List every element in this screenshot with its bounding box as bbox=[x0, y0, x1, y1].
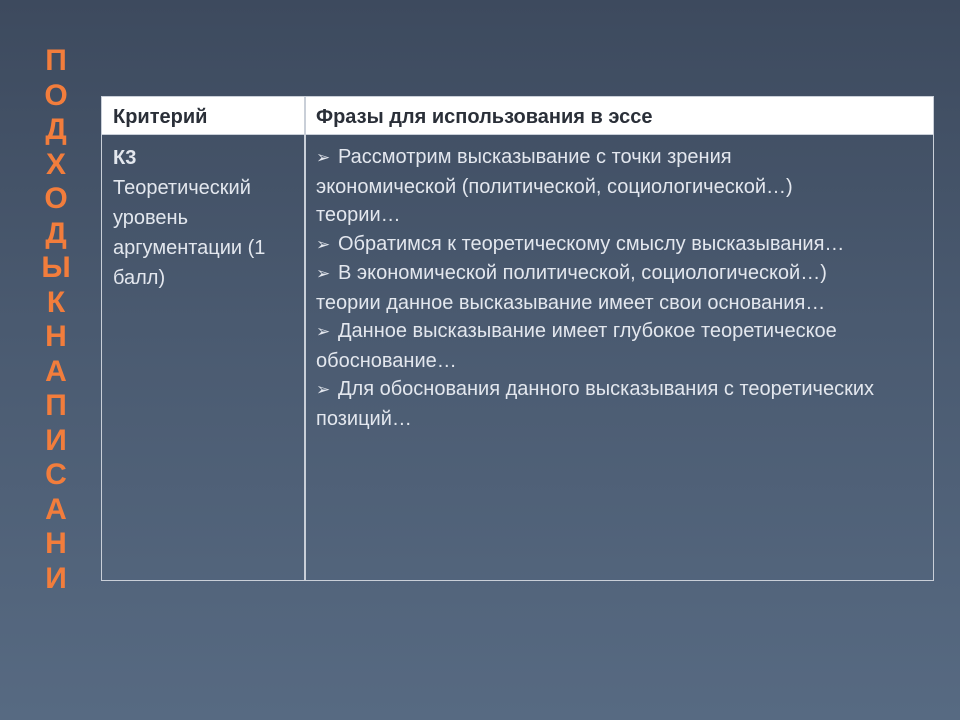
chevron-right-icon: ➢ bbox=[316, 148, 331, 167]
column-divider bbox=[304, 97, 306, 580]
vertical-title bbox=[36, 44, 76, 596]
phrase-item bbox=[316, 143, 876, 230]
criterion-cell bbox=[113, 143, 298, 293]
header-phrases: Фразы для использования в эссе bbox=[316, 106, 653, 128]
title-letter: Х bbox=[45, 147, 66, 181]
criteria-table bbox=[101, 96, 934, 581]
title-letter: О bbox=[44, 182, 68, 215]
phrase-text: Данное высказывание имеет глубокое теоретическое обоснование… bbox=[316, 320, 837, 372]
chevron-right-icon: ➢ bbox=[316, 264, 331, 283]
title-letter: Д bbox=[45, 216, 67, 250]
chevron-right-icon: ➢ bbox=[316, 380, 331, 399]
title-letter: П bbox=[45, 389, 67, 422]
title-letter: Н bbox=[45, 527, 67, 560]
phrase-text: Для обоснования данного высказывания с теоретических позиций… bbox=[316, 378, 875, 430]
phrases-list bbox=[316, 143, 876, 433]
header-criterion: Критерий bbox=[113, 106, 208, 128]
title-letter: И bbox=[45, 561, 67, 595]
title-letter: А bbox=[45, 354, 67, 388]
title-letter: Ы bbox=[41, 251, 71, 284]
chevron-right-icon: ➢ bbox=[316, 322, 331, 341]
phrase-text: Обратимся к теоретическому смыслу высказывания… bbox=[338, 232, 845, 255]
title-letter: Д bbox=[45, 113, 67, 146]
title-letter: А bbox=[45, 492, 67, 526]
phrase-item bbox=[316, 375, 876, 433]
table-header bbox=[102, 97, 933, 135]
title-letter: О bbox=[44, 78, 68, 112]
phrase-text: В экономической политической, социологической…) теории данное высказывание имеет свои основания… bbox=[316, 262, 827, 314]
phrase-item bbox=[316, 259, 876, 317]
criterion-code: К3 bbox=[113, 147, 137, 169]
phrase-text: Рассмотрим высказывание с точки зрения экономической (политической, социологической…) теории… bbox=[316, 146, 793, 226]
title-letter: С bbox=[45, 458, 67, 491]
phrase-item bbox=[316, 317, 876, 375]
header-divider bbox=[304, 97, 306, 135]
title-letter: Н bbox=[45, 320, 67, 353]
chevron-right-icon: ➢ bbox=[316, 234, 331, 254]
title-letter: И bbox=[45, 423, 67, 457]
title-letter: П bbox=[45, 44, 67, 77]
title-letter: К bbox=[46, 285, 66, 319]
criterion-description: Теоретический уровень аргументации (1 балл) bbox=[113, 177, 266, 289]
phrase-item bbox=[316, 230, 876, 260]
